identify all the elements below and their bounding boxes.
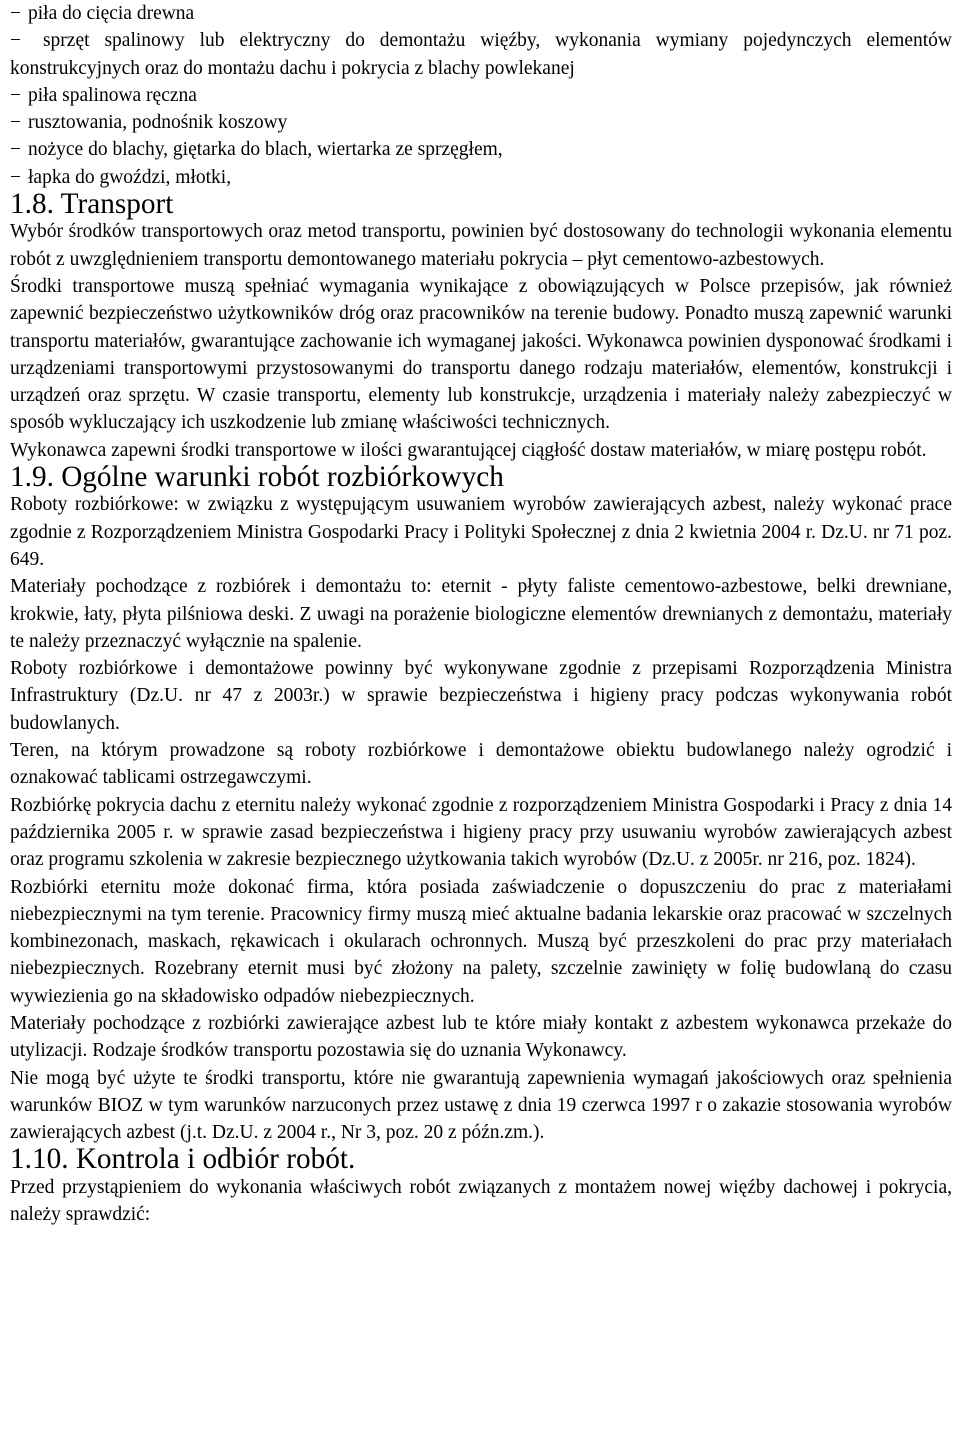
list-item: − piła spalinowa ręczna xyxy=(10,82,952,109)
paragraph: Wybór środków transportowych oraz metod transportu, powinien być dostosowany do technologii wykonania elementu robót z uwzględnieniem transportu demontowanego materiału pokrycia – płyt cementowo-azbestowych. xyxy=(10,221,952,270)
section-heading: 1.10. Kontrola i odbiór robót. xyxy=(10,1143,356,1176)
paragraph: Teren, na którym prowadzone są roboty rozbiórkowe i demontażowe obiektu budowlanego należy ogrodzić i oznakować tablicami ostrzegawczymi. xyxy=(10,740,952,789)
paragraph: Przed przystąpieniem do wykonania właściwych robót związanych z montażem nowej więźby dachowej i pokrycia, należy sprawdzić: xyxy=(10,1176,952,1226)
list-item: − nożyce do blachy, giętarka do blach, wiertarka ze sprzęgłem, xyxy=(10,136,952,163)
paragraph: Rozbiórkę pokrycia dachu z eternitu należy wykonać zgodnie z rozporządzeniem Ministra Gospodarki i Pracy z dnia 14 października 2005 r. w sprawie zasad bezpieczeństwa i higieny pracy przy usuwaniu wyrobów zawierających azbest oraz programu szkolenia w zakresie bezpiecznego użytkowania takich wyrobów (Dz.U. z 2005r. nr 216, poz. 1824). xyxy=(10,794,952,871)
dash-marker: − xyxy=(10,3,21,24)
equipment-list xyxy=(10,0,952,191)
paragraph: Materiały pochodzące z rozbiórek i demontażu to: eternit - płyty faliste cementowo-azbestowe, belki drewniane, krokwie, łaty, płyta pilśniowa deski. Z uwagi na porażenie biologiczne elementów drewnianych z demontażu, materiały te należy przeznaczyć wyłącznie na spalenie. xyxy=(10,576,952,652)
list-item: − łapka do gwoździ, młotki, xyxy=(10,164,952,191)
list-item: − sprzęt spalinowy lub elektryczny do demontażu więźby, wykonania wymiany pojedynczych elementów konstrukcyjnych oraz do montażu dachu i pokrycia z blachy powlekanej xyxy=(10,27,952,82)
dash-marker: − xyxy=(10,30,21,52)
dash-marker: − xyxy=(10,166,21,188)
list-item: − piła do cięcia drewna xyxy=(10,0,952,27)
dash-marker: − xyxy=(10,112,21,134)
paragraph: Rozbiórki eternitu może dokonać firma, która posiada zaświadczenie o dopuszczeniu do prac z materiałami niebezpiecznymi na tym terenie. Pracownicy firmy muszą mieć aktualne badania lekarskie oraz pracować w szczelnych kombinezonach, maskach, rękawicach i okularach ochronnych. Muszą być przeszkoleni do prac przy materiałach niebezpiecznych. Rozebrany eternit musi być złożony na palety, szczelnie zawinięty w folię budowlaną do czasu wywiezienia go na składowisko odpadów niebezpiecznych. xyxy=(10,876,952,1007)
paragraph: Środki transportowe muszą spełniać wymagania wynikające z obowiązujących w Polsce przepisów, jak również zapewnić bezpieczeństwo użytkowników dróg oraz pracowników na terenie budowy. Ponadto muszą zapewnić warunki transportu materiałów, gwarantujące zachowanie ich wymaganej jakości. Wykonawca powinien dysponować środkami i urządzeniami transportowymi przystosowanymi do transportu danego rodzaju materiałów, elementów, konstrukcji i urządzeń oraz sprzętu. W czasie transportu, elementy lub konstrukcje, urządzenia i materiały należy zabezpieczyć w sposób wykluczający ich uszkodzenie lub zmianę właściwości technicznych. xyxy=(10,275,952,434)
section-heading: 1.9. Ogólne warunki robót rozbiórkowych xyxy=(10,461,504,494)
section-demolition-conditions xyxy=(10,461,952,1146)
dash-marker: − xyxy=(10,139,21,161)
section-transport xyxy=(10,188,952,464)
paragraph: Nie mogą być użyte te środki transportu, które nie gwarantują zapewnienia wymagań jakościowych oraz spełnienia warunków BIOZ w tym warunków narzuconych przez ustawę z dnia 19 czerwca 1997 r o zakazie stosowania wyrobów zawierających azbest (j.t. Dz.U. z 2004 r., Nr 3, poz. 20 z późn.zm.). xyxy=(10,1067,952,1144)
section-heading: 1.8. Transport xyxy=(10,188,174,221)
paragraph: Materiały pochodzące z rozbiórki zawierające azbest lub te które miały kontakt z azbestem wykonawca przekaże do utylizacji. Rodzaje środków transportu pozostawia się do uznania Wykonawcy. xyxy=(10,1012,952,1062)
list-item: − rusztowania, podnośnik koszowy xyxy=(10,109,952,136)
dash-marker: − xyxy=(10,84,21,106)
paragraph: Wykonawca zapewni środki transportowe w ilości gwarantującej ciągłość dostaw materiałów, w miarę postępu robót. xyxy=(10,439,927,461)
paragraph: Roboty rozbiórkowe i demontażowe powinny być wykonywane zgodnie z przepisami Rozporządzenia Ministra Infrastruktury (Dz.U. nr 47 z 2003r.) w sprawie bezpieczeństwa i higieny pracy podczas wykonywania robót budowlanych. xyxy=(10,658,952,734)
paragraph: Roboty rozbiórkowe: w związku z występującym usuwaniem wyrobów zawierających azbest, należy wykonać prace zgodnie z Rozporządzeniem Ministra Gospodarki Pracy i Polityki Społecznej z dnia 2 kwietnia 2004 r. Dz.U. nr 71 poz. 649. xyxy=(10,494,952,570)
section-inspection-acceptance xyxy=(10,1143,952,1228)
